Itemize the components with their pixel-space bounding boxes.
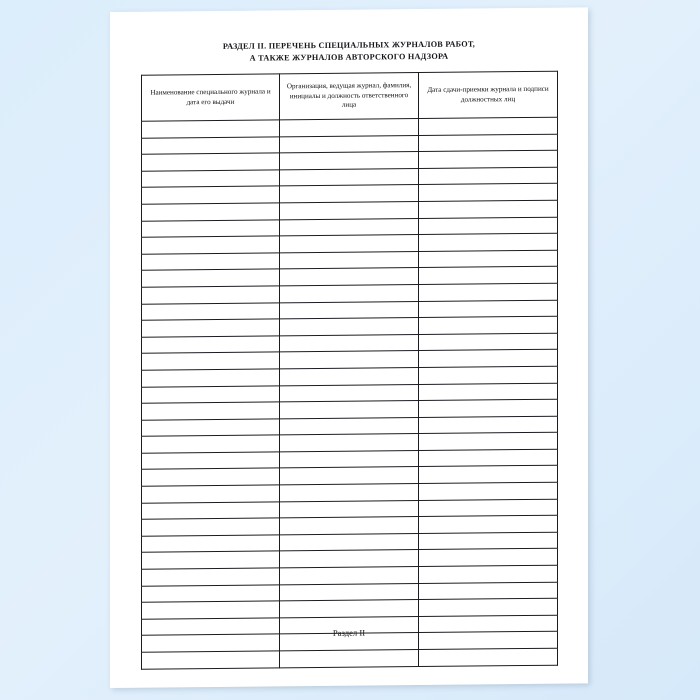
table-cell[interactable] — [142, 170, 280, 188]
table-cell[interactable] — [280, 401, 419, 419]
table-cell[interactable] — [419, 283, 558, 301]
table-cell[interactable] — [419, 515, 558, 533]
table-cell[interactable] — [419, 184, 558, 202]
table-cell[interactable] — [280, 334, 419, 352]
table-cell[interactable] — [419, 134, 558, 152]
table-cell[interactable] — [419, 366, 558, 384]
table-cell[interactable] — [419, 416, 558, 434]
table-cell[interactable] — [419, 333, 558, 351]
table-cell[interactable] — [419, 150, 558, 168]
journal-table-body — [142, 117, 558, 669]
table-cell[interactable] — [419, 350, 558, 368]
table-cell[interactable] — [419, 399, 558, 417]
table-row — [142, 648, 558, 669]
table-cell[interactable] — [419, 117, 558, 135]
table-cell[interactable] — [419, 383, 558, 401]
table-cell[interactable] — [419, 482, 558, 500]
table-cell[interactable] — [280, 351, 419, 369]
table-cell[interactable] — [419, 449, 558, 467]
table-cell[interactable] — [280, 152, 419, 170]
table-cell[interactable] — [280, 268, 419, 286]
table-cell[interactable] — [142, 435, 280, 453]
table-cell[interactable] — [280, 567, 419, 585]
table-cell[interactable] — [142, 352, 280, 370]
table-cell[interactable] — [280, 251, 419, 269]
table-cell[interactable] — [142, 120, 280, 138]
table-cell[interactable] — [419, 565, 558, 583]
table-cell[interactable] — [280, 284, 419, 302]
table-cell[interactable] — [142, 584, 280, 602]
table-cell[interactable] — [280, 202, 419, 220]
table-cell[interactable] — [419, 466, 558, 484]
table-cell[interactable] — [419, 648, 558, 666]
table-cell[interactable] — [142, 219, 280, 237]
table-cell[interactable] — [280, 550, 419, 568]
table-cell[interactable] — [142, 153, 280, 171]
table-cell[interactable] — [142, 419, 280, 437]
document-title-line-1: РАЗДЕЛ II. ПЕРЕЧЕНЬ СПЕЦИАЛЬНЫХ ЖУРНАЛОВ РАБОТ, — [222, 39, 476, 51]
table-cell[interactable] — [280, 119, 419, 137]
table-cell[interactable] — [142, 236, 280, 254]
table-cell[interactable] — [419, 499, 558, 517]
table-cell[interactable] — [142, 136, 280, 154]
table-cell[interactable] — [280, 367, 419, 385]
page-footer-label: Раздел II — [332, 627, 366, 638]
table-cell[interactable] — [419, 167, 558, 185]
table-cell[interactable] — [419, 233, 558, 251]
column-header-journal-name: Наименование специального журнала и дата его выдачи — [142, 74, 280, 121]
column-header-handover-date: Дата сдачи-приемки журнала и подписи должностных лиц — [419, 71, 558, 118]
table-header-row — [142, 71, 558, 121]
table-cell[interactable] — [280, 318, 419, 336]
journal-table-head — [142, 71, 558, 121]
table-cell[interactable] — [280, 417, 419, 435]
table-cell[interactable] — [419, 598, 558, 616]
table-cell[interactable] — [280, 135, 419, 153]
table-cell[interactable] — [142, 601, 280, 619]
document-page — [110, 7, 588, 688]
table-cell[interactable] — [142, 568, 280, 586]
table-cell[interactable] — [142, 468, 280, 486]
document-title — [140, 38, 558, 66]
table-cell[interactable] — [419, 316, 558, 334]
table-cell[interactable] — [142, 502, 280, 520]
table-cell[interactable] — [419, 532, 558, 550]
table-cell[interactable] — [142, 269, 280, 287]
table-cell[interactable] — [280, 384, 419, 402]
table-cell[interactable] — [280, 301, 419, 319]
table-cell[interactable] — [419, 200, 558, 218]
table-cell[interactable] — [142, 286, 280, 304]
table-cell[interactable] — [280, 600, 419, 618]
table-cell[interactable] — [142, 551, 280, 569]
table-cell[interactable] — [280, 533, 419, 551]
table-cell[interactable] — [280, 500, 419, 518]
table-cell[interactable] — [419, 300, 558, 318]
table-cell[interactable] — [142, 186, 280, 204]
table-cell[interactable] — [142, 535, 280, 553]
table-cell[interactable] — [280, 434, 419, 452]
table-cell[interactable] — [142, 253, 280, 271]
table-cell[interactable] — [280, 467, 419, 485]
table-cell[interactable] — [142, 485, 280, 503]
table-cell[interactable] — [280, 650, 419, 668]
table-cell[interactable] — [280, 218, 419, 236]
table-cell[interactable] — [142, 518, 280, 536]
table-cell[interactable] — [419, 267, 558, 285]
table-cell[interactable] — [419, 549, 558, 567]
table-cell[interactable] — [280, 517, 419, 535]
table-cell[interactable] — [280, 484, 419, 502]
document-title-line-2: А ТАКЖЕ ЖУРНАЛОВ АВТОРСКОГО НАДЗОРА — [249, 51, 449, 63]
table-cell[interactable] — [142, 402, 280, 420]
column-header-organization: Организация, ведущая журнал, фамилия, инициалы и должность ответственного лица — [280, 73, 419, 120]
table-cell[interactable] — [142, 336, 280, 354]
journal-table — [141, 71, 558, 670]
document-page-content — [110, 7, 588, 688]
table-cell[interactable] — [142, 385, 280, 403]
table-cell[interactable] — [280, 583, 419, 601]
table-cell[interactable] — [142, 319, 280, 337]
table-cell[interactable] — [142, 369, 280, 387]
table-cell[interactable] — [142, 302, 280, 320]
table-cell[interactable] — [280, 450, 419, 468]
table-cell[interactable] — [419, 250, 558, 268]
table-cell[interactable] — [142, 203, 280, 221]
table-cell[interactable] — [280, 168, 419, 186]
table-cell[interactable] — [142, 651, 280, 669]
table-cell[interactable] — [280, 185, 419, 203]
table-cell[interactable] — [142, 452, 280, 470]
table-cell[interactable] — [419, 582, 558, 600]
table-cell[interactable] — [419, 432, 558, 450]
table-cell[interactable] — [280, 235, 419, 253]
table-cell[interactable] — [419, 217, 558, 235]
